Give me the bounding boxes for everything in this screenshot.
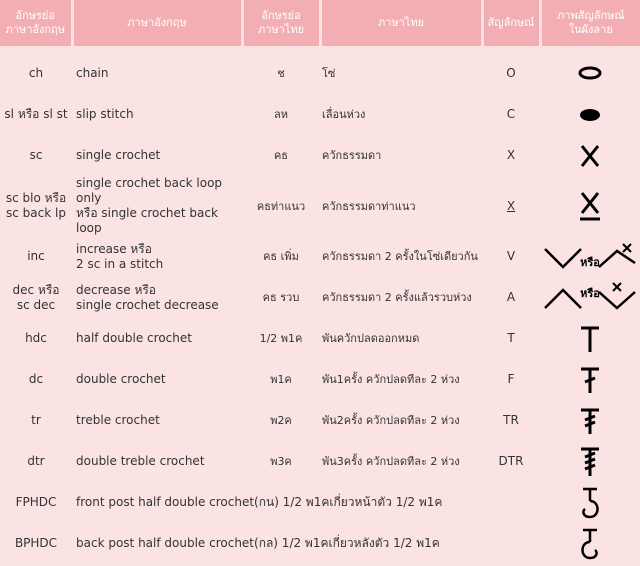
chart-symbol-cell bbox=[540, 94, 640, 135]
symbol-cell: F bbox=[507, 372, 515, 386]
table-row bbox=[0, 441, 640, 482]
table-row bbox=[0, 318, 640, 359]
abbr-th-cell: 1/2 พ1ค bbox=[259, 332, 303, 345]
table-row bbox=[0, 46, 640, 94]
abbr-en-cell: dc bbox=[28, 372, 44, 386]
abbr-th-cell: คธ เพิ่ม bbox=[263, 250, 299, 263]
symbol-text: X bbox=[506, 198, 516, 213]
chart-symbol-cell bbox=[540, 482, 640, 523]
chart-symbol-cell bbox=[540, 359, 640, 400]
abbr-th-cell: คธ รวบ bbox=[262, 291, 300, 304]
symbol-cell bbox=[482, 176, 540, 236]
header-abbr-en: อักษรย่อ ภาษาอังกฤษ bbox=[0, 0, 72, 46]
symbol-cell: C bbox=[506, 107, 516, 121]
abbr-en-cell: ch bbox=[28, 65, 44, 80]
abbr-en-cell: hdc bbox=[25, 331, 47, 345]
table-row bbox=[0, 359, 640, 400]
abbr-th-cell: พ1ค bbox=[270, 373, 292, 386]
abbr-th-cell: ลห bbox=[274, 108, 288, 121]
front-post-icon bbox=[570, 485, 610, 521]
chart-symbol-cell bbox=[540, 135, 640, 176]
or-label: หรือ bbox=[580, 255, 600, 269]
chart-symbol-cell bbox=[540, 318, 640, 359]
symbol-cell: TR bbox=[503, 413, 519, 427]
table-row bbox=[0, 176, 640, 236]
table-row bbox=[0, 135, 640, 176]
english-cell: slip stitch bbox=[76, 107, 134, 121]
thai-cell: โซ่ bbox=[322, 66, 336, 80]
abbr-th-cell: ช bbox=[277, 66, 285, 80]
english-cell: increase หรือ 2 sc in a stitch bbox=[76, 241, 164, 271]
t-three-bar-icon bbox=[570, 446, 610, 478]
abbr-en-cell: FPHDC bbox=[15, 495, 57, 509]
t-one-bar-icon bbox=[570, 365, 610, 395]
abbr-en-cell: sc bbox=[29, 148, 43, 162]
x-underline-icon bbox=[570, 190, 610, 222]
symbol-cell: V bbox=[506, 249, 516, 263]
header-en: ภาษาอังกฤษ bbox=[72, 0, 242, 46]
symbol-cell: X bbox=[506, 148, 516, 162]
abbr-th-cell: พ3ค bbox=[270, 455, 292, 468]
thai-cell: พัน3ครั้ง ควักปลดทีละ 2 ห่วง bbox=[322, 455, 460, 468]
abbr-en-cell: BPHDC bbox=[14, 536, 58, 550]
or-label: หรือ bbox=[580, 286, 600, 300]
english-cell: treble crochet bbox=[76, 413, 160, 427]
thai-cell: ควักธรรมดา 2 ครั้งแล้วรวบห่วง bbox=[322, 291, 472, 304]
symbol-cell: T bbox=[507, 331, 515, 345]
header-chart-symbol: ภาพสัญลักษณ์ ในผังลาย bbox=[540, 0, 640, 46]
thai-cell: พัน2ครั้ง ควักปลดทีละ 2 ห่วง bbox=[322, 414, 460, 427]
x-icon bbox=[570, 143, 610, 169]
abbr-en-cell: inc bbox=[27, 249, 45, 263]
increase-icon bbox=[541, 239, 639, 275]
header-th: ภาษาไทย bbox=[320, 0, 482, 46]
abbr-en-cell: sl หรือ sl st bbox=[4, 107, 68, 121]
english-cell: decrease หรือ single crochet decrease bbox=[76, 282, 219, 312]
decrease-icon bbox=[541, 280, 639, 316]
t-two-bar-icon bbox=[570, 406, 610, 436]
chart-symbol-cell bbox=[540, 441, 640, 482]
table-header-row bbox=[0, 0, 640, 46]
english-cell: single crochet back loop only หรือ single crochet back loop bbox=[76, 176, 223, 235]
chart-symbol-cell bbox=[540, 523, 640, 564]
table-row bbox=[0, 277, 640, 318]
abbr-th-cell: พ2ค bbox=[270, 414, 292, 427]
chart-symbol-cell bbox=[540, 46, 640, 94]
table-row bbox=[0, 482, 640, 523]
abbr-th-cell: คธ bbox=[273, 149, 289, 162]
english-cell: double treble crochet bbox=[76, 454, 205, 468]
abbr-th-cell: คธท่าแนว bbox=[256, 199, 306, 213]
oval-outline-icon bbox=[570, 63, 610, 83]
table-row bbox=[0, 523, 640, 564]
symbol-cell: DTR bbox=[498, 454, 524, 468]
thai-cell: พันควักปลดออกหมด bbox=[322, 332, 420, 345]
thai-cell: ควักธรรมดา bbox=[322, 149, 382, 162]
symbol-cell: O bbox=[506, 65, 516, 80]
filled-oval-icon bbox=[570, 105, 610, 125]
abbr-en-cell: dtr bbox=[27, 454, 45, 468]
table-row bbox=[0, 94, 640, 135]
abbr-en-cell: sc blo หรือ sc back lp bbox=[5, 191, 67, 220]
english-cell: double crochet bbox=[76, 372, 166, 386]
thai-cell: พัน1ครั้ง ควักปลดทีละ 2 ห่วง bbox=[322, 373, 460, 386]
chart-symbol-cell bbox=[540, 400, 640, 441]
table-row bbox=[0, 236, 640, 277]
chart-symbol-cell bbox=[540, 236, 640, 277]
abbr-en-cell: tr bbox=[31, 413, 41, 427]
description-cell: front post half double crochet(กน) 1/2 พ1คเกี่ยวหน้าตัว 1/2 พ1ค bbox=[76, 495, 443, 509]
thai-cell: ควักธรรมดา 2 ครั้งในโซ่เดียวกัน bbox=[322, 250, 478, 263]
symbol-cell: A bbox=[506, 290, 516, 304]
description-cell: back post half double crochet(กล) 1/2 พ1คเกี่ยวหลังตัว 1/2 พ1ค bbox=[76, 536, 440, 550]
english-cell: single crochet bbox=[76, 148, 161, 162]
chart-symbol-cell bbox=[540, 277, 640, 318]
table-row bbox=[0, 400, 640, 441]
t-icon bbox=[570, 324, 610, 354]
english-cell: chain bbox=[76, 65, 109, 80]
header-symbol: สัญลักษณ์ bbox=[482, 0, 540, 46]
abbr-en-cell: dec หรือ sc dec bbox=[12, 282, 60, 312]
english-cell: half double crochet bbox=[76, 331, 192, 345]
header-abbr-th: อักษรย่อ ภาษาไทย bbox=[242, 0, 320, 46]
back-post-icon bbox=[570, 526, 610, 562]
chart-symbol-cell bbox=[540, 176, 640, 236]
thai-cell: เลื่อนห่วง bbox=[322, 108, 366, 121]
thai-cell: ควักธรรมดาท่าแนว bbox=[322, 199, 416, 213]
